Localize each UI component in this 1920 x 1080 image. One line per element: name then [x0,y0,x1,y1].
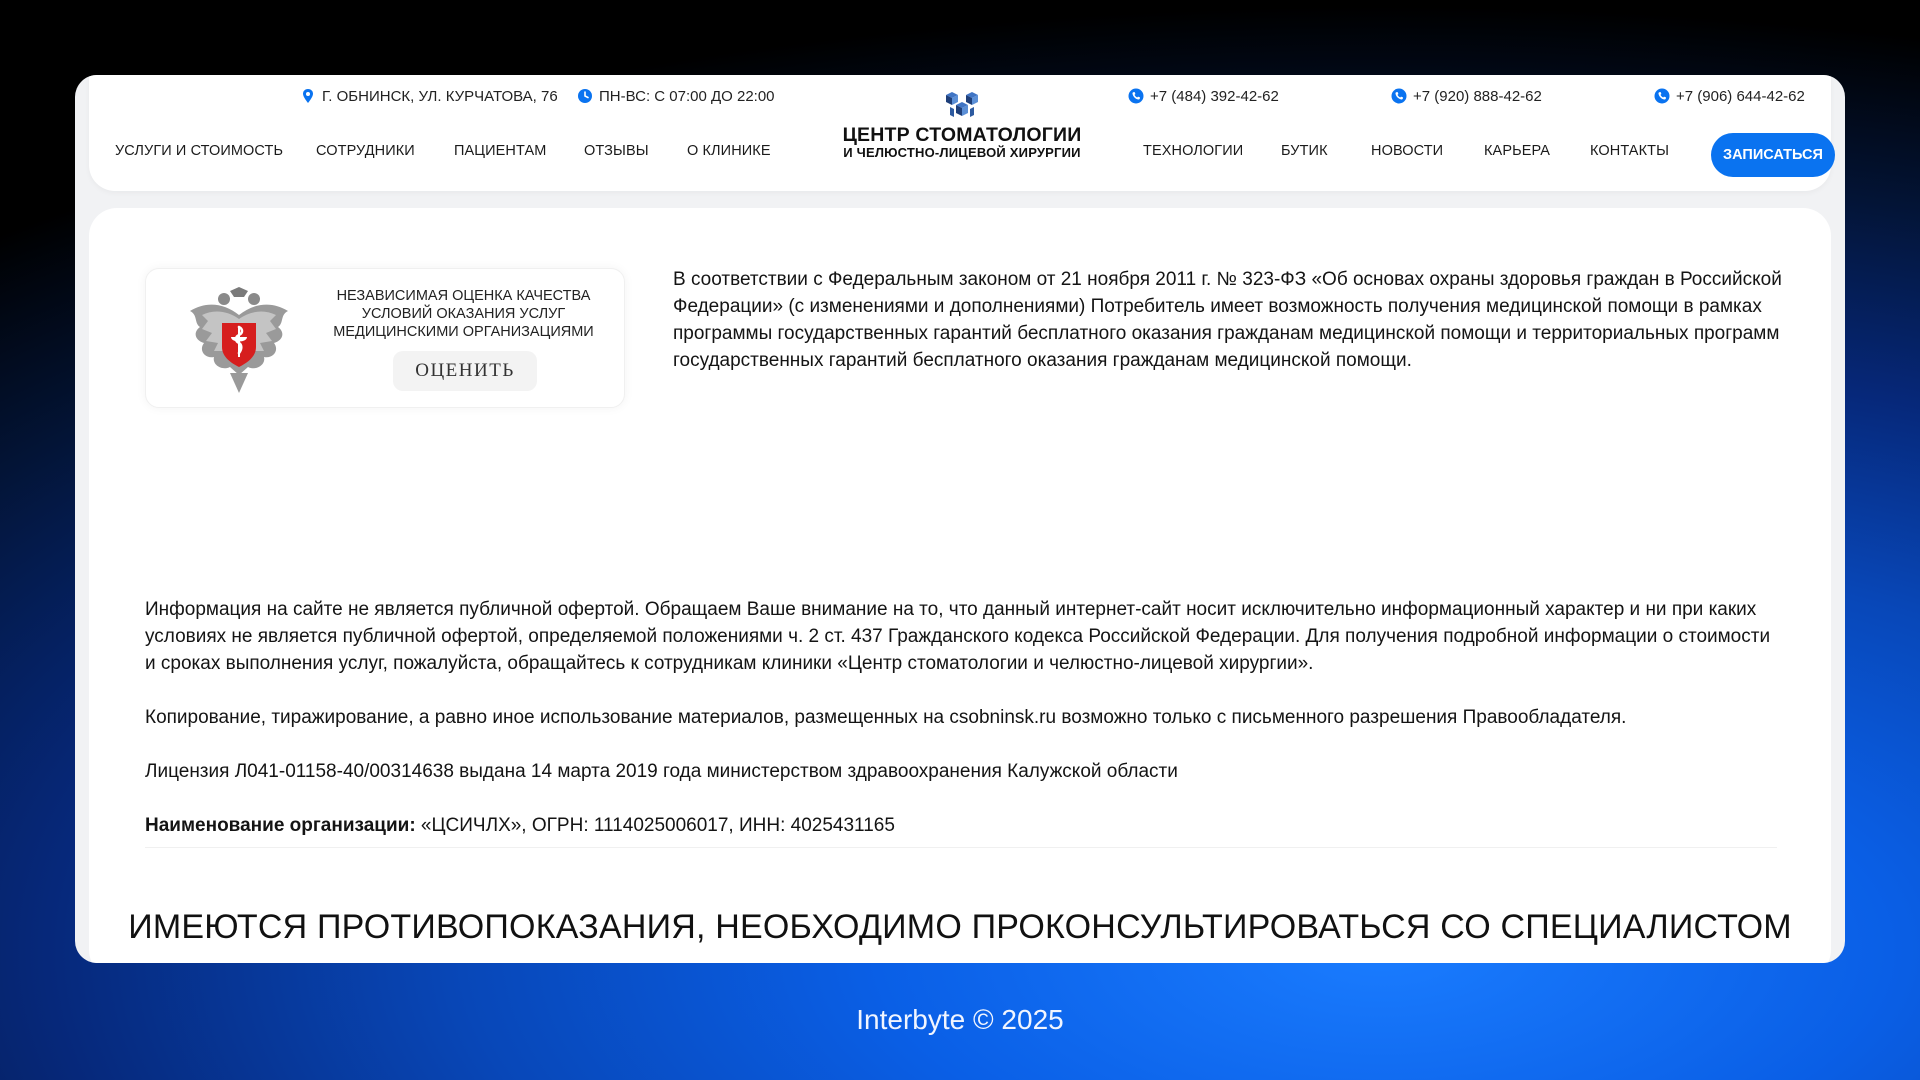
site-header [89,75,1831,191]
phone-2-text: +7 (920) 888-42-62 [1413,87,1542,105]
address-info[interactable] [300,86,558,106]
nav-technologies[interactable] [1143,131,1243,171]
federal-law-text: В соответствии с Федеральным законом от 21 ноября 2011 г. № 323-ФЗ «Об основах охраны здоровья граждан в Российской Федерации» (с изменениями и дополнениями) Потребитель имеет возможность получения медицинской помощи в рамках программы государственных гарантий бесплатного оказания гражданам медицинской помощи и территориальных программ государственных гарантий бесплатного оказания гражданам медицинской помощи. [673,269,1782,371]
nav-patients[interactable] [454,131,546,171]
clock-icon [577,88,593,104]
nav-reviews-label: ОТЗЫВЫ [584,143,649,159]
logo-title: ЦЕНТР СТОМАТОЛОГИИ [842,124,1082,146]
phone-icon [1391,88,1407,104]
book-appointment-button[interactable]: ЗАПИСАТЬСЯ [1711,133,1835,177]
tooth-cube-logo-icon [942,89,982,125]
phone-icon [1654,88,1670,104]
location-pin-icon [300,88,316,104]
phone-icon [1128,88,1144,104]
nav-contacts[interactable] [1590,131,1669,171]
content-divider [145,847,1777,848]
footer-copyright: Interbyte © 2025 [856,1004,1064,1035]
rating-card-text: НЕЗАВИСИМАЯ ОЦЕНКА КАЧЕСТВА УСЛОВИЙ ОКАЗАНИЯ УСЛУГ МЕДИЦИНСКИМИ ОРГАНИЗАЦИЯМИ [333,288,594,340]
phone-2[interactable] [1391,86,1542,106]
nav-services[interactable] [115,131,283,171]
logo-subtitle: И ЧЕЛЮСТНО-ЛИЦЕВОЙ ХИРУРГИИ [843,145,1081,160]
site-logo[interactable] [834,89,1090,171]
organization-label: Наименование организации: [145,815,416,836]
nav-patients-label: ПАЦИЕНТАМ [454,143,547,159]
contraindications-warning: ИМЕЮТСЯ ПРОТИВОПОКАЗАНИЯ, НЕОБХОДИМО ПРОКОНСУЛЬТИРОВАТЬСЯ СО СПЕЦИАЛИСТОМ [128,908,1792,946]
address-text: Г. ОБНИНСК, УЛ. КУРЧАТОВА, 76 [322,87,558,105]
phone-1-text: +7 (484) 392-42-62 [1150,87,1279,105]
nav-boutique-label: БУТИК [1281,143,1328,159]
main-content [89,208,1831,963]
organization-value: «ЦСИЧЛХ», ОГРН: 1114025006017, ИНН: 4025431165 [415,815,895,836]
ministry-of-health-emblem-icon [184,285,294,397]
copyright-text: Копирование, тиражирование, а равно иное использование материалов, размещенных на csobninsk.ru возможно только с письменного разрешения Правообладателя. [145,707,1627,728]
nav-news[interactable] [1371,131,1443,171]
nav-staff-label: СОТРУДНИКИ [316,143,415,159]
hours-info [577,86,775,106]
nav-contacts-label: КОНТАКТЫ [1590,143,1670,159]
license-text: Лицензия Л041-01158-40/00314638 выдана 14 марта 2019 года министерством здравоохранения Калужской области [145,761,1178,782]
browser-frame [75,75,1845,963]
nav-staff[interactable] [316,131,415,171]
nav-reviews[interactable] [584,131,649,171]
nav-career-label: КАРЬЕРА [1484,143,1551,159]
nav-career[interactable] [1484,131,1550,171]
nav-about-label: О КЛИНИКЕ [687,143,771,159]
quality-rating-card [145,268,625,408]
rate-button[interactable]: ОЦЕНИТЬ [393,351,537,391]
phone-3[interactable] [1654,86,1805,106]
nav-news-label: НОВОСТИ [1371,143,1444,159]
public-offer-text: Информация на сайте не является публичной офертой. Обращаем Ваше внимание на то, что данный интернет-сайт носит исключительно информационный характер и ни при каких условиях не является публичной офертой, определяемой положениями ч. 2 ст. 437 Гражданского кодекса Российской Федерации. Для получения подробной информации о стоимости и сроках выполнения услуг, пожалуйста, обращайтесь к сотрудникам клиники «Центр стоматологии и челюстно-лицевой хирургии». [145,599,1771,674]
phone-1[interactable] [1128,86,1279,106]
hours-text: ПН-ВС: С 07:00 ДО 22:00 [599,87,775,105]
nav-technologies-label: ТЕХНОЛОГИИ [1143,143,1244,159]
nav-about[interactable] [687,131,771,171]
nav-boutique[interactable] [1281,131,1328,171]
organization-info [145,812,1785,839]
phone-3-text: +7 (906) 644-42-62 [1676,87,1805,105]
nav-services-label: УСЛУГИ И СТОИМОСТЬ [115,143,284,159]
